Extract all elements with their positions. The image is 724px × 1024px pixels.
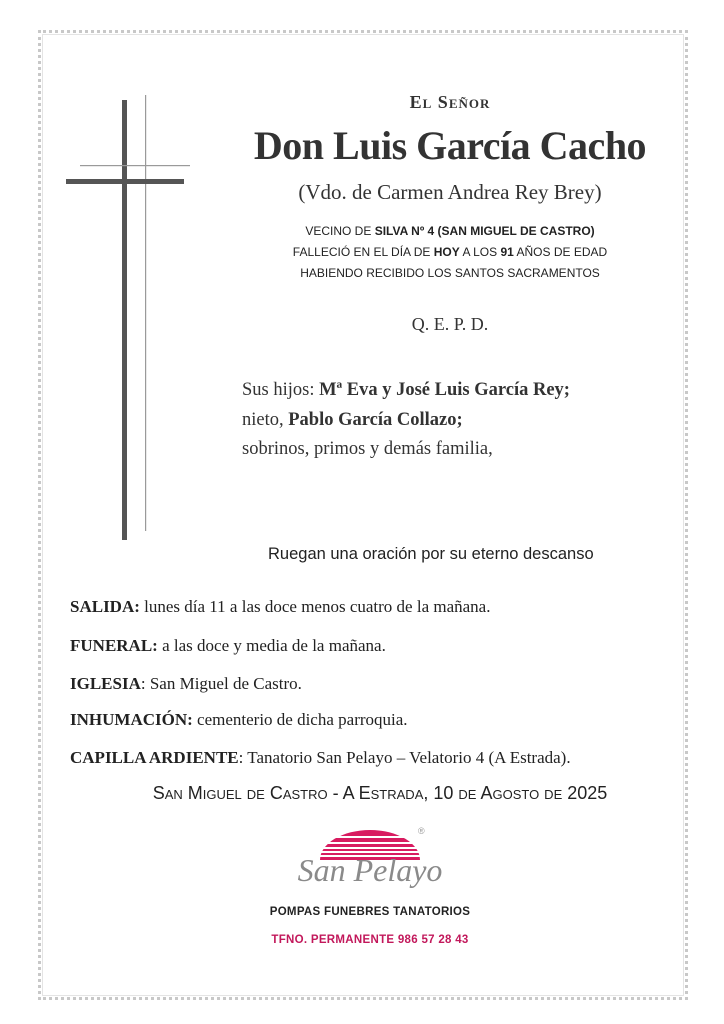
death-day: HOY [433, 245, 460, 259]
detail-label: CAPILLA ARDIENTE [70, 748, 239, 767]
widower-line: (Vdo. de Carmen Andrea Rey Brey) [298, 180, 602, 204]
title-prefix: El Señor [409, 92, 491, 112]
detail-text: : San Miguel de Castro. [140, 674, 302, 693]
logo-text: San Pelayo [297, 852, 443, 888]
detail-capilla [70, 748, 571, 768]
detail-label: IGLESIA [70, 674, 141, 693]
detail-label: SALIDA: [70, 597, 140, 616]
funeral-home-phone: TFNO. PERMANENTE 986 57 28 43 [271, 934, 469, 946]
detail-text: lunes día 11 a las doce menos cuatro de la mañana. [139, 597, 491, 616]
family-children [242, 380, 570, 401]
death-mid: A LOS [459, 245, 501, 259]
death-suffix: AÑOS DE EDAD [513, 245, 608, 259]
family-grandchild [242, 410, 463, 431]
detail-iglesia [70, 674, 302, 694]
grandchild-label: nieto, [242, 410, 289, 430]
grandchild-name: Pablo García Collazo; [288, 410, 463, 430]
detail-text: a las doce y media de la mañana. [157, 636, 386, 655]
prayer-request: Ruegan una oración por su eterno descanso [268, 545, 594, 563]
cross-icon [60, 95, 190, 545]
detail-text: cementerio de dicha parroquia. [192, 710, 408, 729]
detail-text: : Tanatorio San Pelayo – Velatorio 4 (A Estrada). [238, 748, 571, 767]
family-others: sobrinos, primos y demás familia, [242, 439, 493, 459]
detail-inhumacion [70, 710, 408, 730]
detail-funeral [70, 636, 386, 656]
death-age: 91 [500, 245, 514, 259]
registered-mark: ® [418, 826, 425, 836]
children-names: Mª Eva y José Luis García Rey; [319, 380, 570, 400]
death-line [250, 245, 650, 259]
sacraments-line: HABIENDO RECIBIDO LOS SANTOS SACRAMENTOS [300, 266, 600, 280]
place-date: San Miguel de Castro - A Estrada, 10 de Agosto de 2025 [152, 783, 608, 803]
residence-line [250, 224, 650, 238]
qepd: Q. E. P. D. [411, 314, 489, 334]
detail-salida [70, 597, 490, 617]
funeral-home-subtitle: POMPAS FUNEBRES TANATORIOS [269, 906, 471, 918]
residence-prefix: VECINO DE [305, 224, 375, 238]
detail-label: INHUMACIÓN: [70, 710, 193, 729]
detail-label: FUNERAL: [70, 636, 158, 655]
death-prefix: FALLECIÓ EN EL DÍA DE [292, 245, 434, 259]
children-label: Sus hijos: [242, 380, 320, 400]
deceased-name: Don Luis García Cacho [253, 123, 647, 168]
residence-address: SILVA Nº 4 (SAN MIGUEL DE CASTRO) [374, 224, 595, 238]
